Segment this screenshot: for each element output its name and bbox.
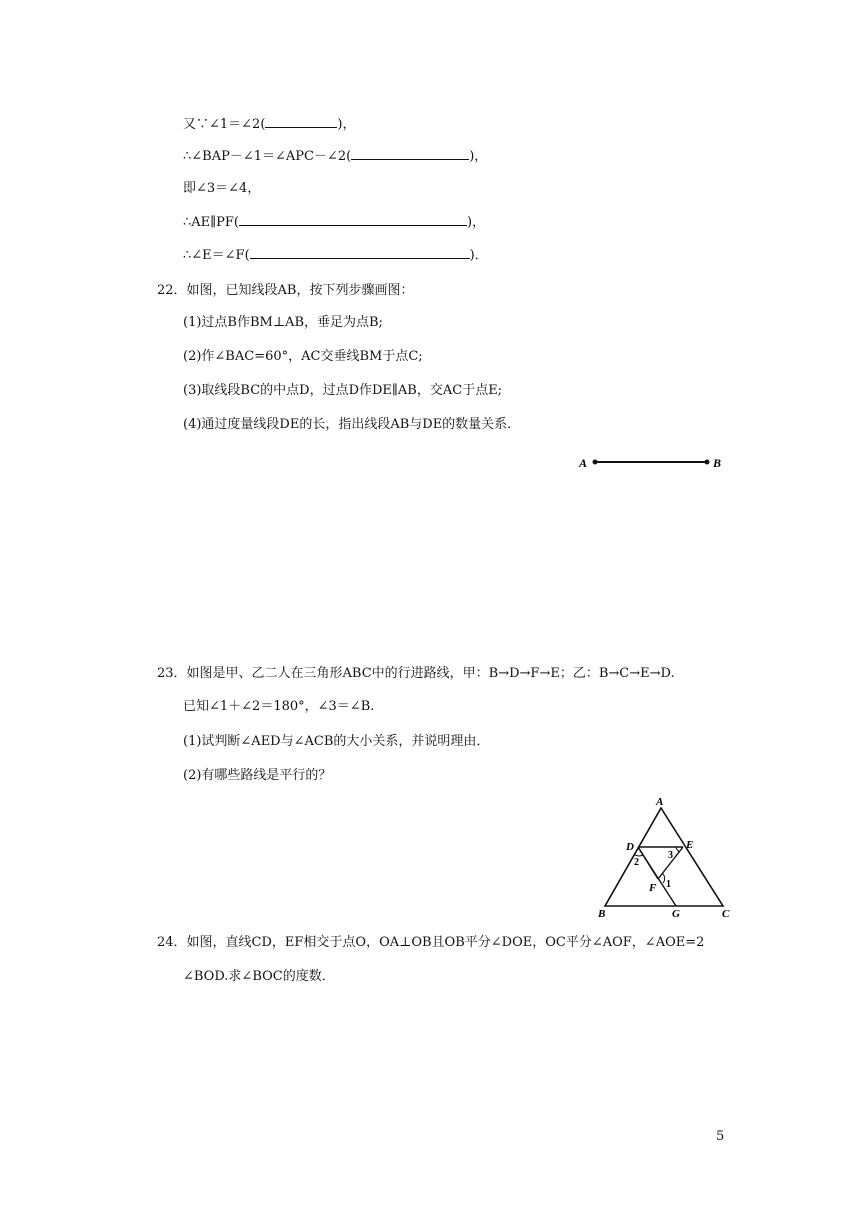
q23-stem-line-2: 已知∠1＋∠2＝180°，∠3＝∠B. bbox=[183, 699, 375, 714]
angle-1-label: 1 bbox=[666, 879, 671, 890]
triangle-abc bbox=[605, 808, 723, 906]
q23-stem-line-1: 23．如图是甲、乙二人在三角形ABC中的行进路线，甲：B→D→F→E；乙：B→C→E→D. bbox=[157, 666, 675, 681]
proof-line-4 bbox=[183, 213, 485, 232]
label-d: D bbox=[626, 841, 634, 853]
proof-text: ∴AE∥PF( bbox=[183, 215, 239, 230]
q22-step-1: (1)过点B作BM⊥AB，垂足为点B; bbox=[183, 315, 383, 330]
proof-line-2 bbox=[183, 147, 487, 166]
q24-line-2: ∠BOD.求∠BOC的度数． bbox=[183, 969, 335, 984]
point-a bbox=[593, 460, 598, 465]
proof-line-5 bbox=[183, 246, 488, 265]
label-a: A bbox=[579, 456, 588, 470]
proof-line-3: 即∠3＝∠4， bbox=[183, 181, 261, 196]
page-number: 5 bbox=[716, 1129, 725, 1144]
answer-blank[interactable] bbox=[250, 246, 470, 259]
q24-line-1: 24．如图，直线CD，EF相交于点O，OA⊥OB且OB平分∠DOE，OC平分∠AOF，∠AOE=2 bbox=[157, 935, 705, 950]
label-c: C bbox=[722, 908, 730, 920]
q22-figure-segment-ab bbox=[570, 450, 740, 474]
q22-step-3: (3)取线段BC的中点D，过点D作DE∥AB，交AC于点E; bbox=[183, 383, 503, 398]
proof-text: )， bbox=[467, 215, 486, 230]
angle-2-label: 2 bbox=[634, 857, 639, 868]
proof-text: )， bbox=[469, 149, 488, 164]
proof-text: 又∵∠1＝∠2( bbox=[183, 117, 266, 132]
label-e: E bbox=[686, 839, 694, 851]
label-g: G bbox=[672, 908, 680, 920]
label-b: B bbox=[598, 908, 606, 920]
q23-triangle-figure bbox=[590, 793, 740, 923]
answer-blank[interactable] bbox=[351, 147, 469, 160]
label-a: A bbox=[656, 796, 664, 808]
label-b: B bbox=[713, 456, 722, 470]
proof-text: ∴∠E＝∠F( bbox=[183, 248, 250, 263]
answer-blank[interactable] bbox=[239, 213, 467, 226]
angle-3-arc bbox=[676, 847, 680, 852]
q22-step-2: (2)作∠BAC=60°，AC交垂线BM于点C; bbox=[183, 349, 423, 364]
q22-stem: 22．如图，已知线段AB，按下列步骤画图： bbox=[157, 283, 414, 298]
proof-line-1 bbox=[183, 115, 355, 134]
q22-step-4: (4)通过度量线段DE的长，指出线段AB与DE的数量关系． bbox=[183, 417, 521, 432]
point-b bbox=[705, 460, 710, 465]
proof-text: )， bbox=[337, 117, 356, 132]
q23-part-2: (2)有哪些路线是平行的？ bbox=[183, 768, 332, 783]
angle-3-label: 3 bbox=[668, 850, 673, 861]
answer-blank[interactable] bbox=[265, 115, 337, 128]
label-f: F bbox=[649, 882, 657, 894]
proof-text: )． bbox=[469, 248, 488, 263]
q23-part-1: (1)试判断∠AED与∠ACB的大小关系，并说明理由． bbox=[183, 734, 490, 749]
proof-text: ∴∠BAP－∠1＝∠APC－∠2( bbox=[183, 149, 352, 164]
